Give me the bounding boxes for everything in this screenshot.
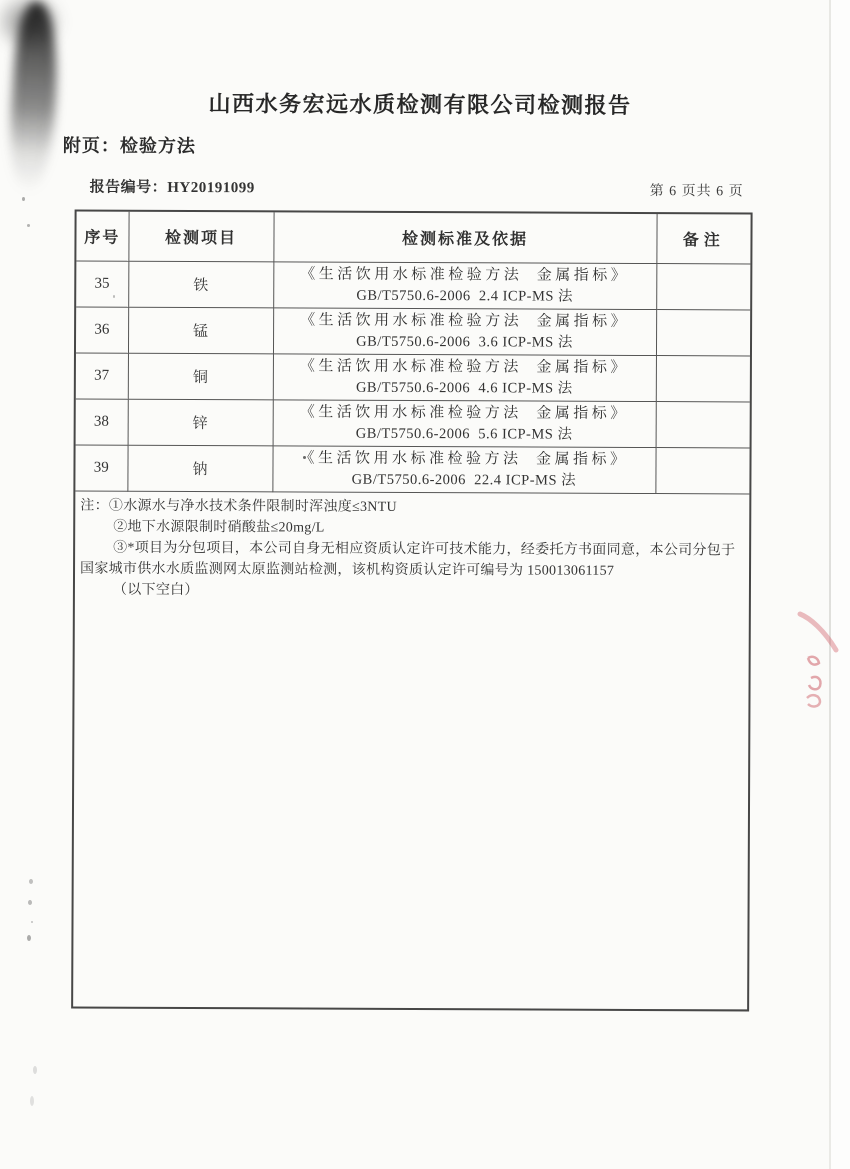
table-row <box>76 261 750 310</box>
standard-method: GB/T5750.6-2006 3.6 ICP-MS 法 <box>356 333 573 351</box>
remark-cell <box>656 310 750 356</box>
seq-no-cell: 38 <box>76 399 128 445</box>
note-line-3: ③*项目为分包项目，本公司自身无相应资质认定许可技术能力，经委托方书面同意，本公司分包于 <box>113 540 736 559</box>
report-number-label: 报告编号： <box>89 179 168 196</box>
standard-cell <box>273 354 656 402</box>
standard-cell <box>273 308 656 356</box>
note-line-1: 注：①水源水与净水技术条件限制时浑浊度≤3NTU <box>80 498 397 515</box>
item-cell: 铁 <box>128 261 273 308</box>
item-cell: 钠 <box>127 445 272 492</box>
standard-title: 《生活饮用水标准检验方法 金属指标》 <box>299 358 629 376</box>
note-line-4: 国家城市供水水质监测网太原监测站检测，该机构资质认定许可编号为 150013061157 <box>80 561 615 579</box>
remark-cell <box>656 402 750 448</box>
item-cell: 锌 <box>128 399 273 446</box>
remark-cell <box>655 448 749 494</box>
standard-method: GB/T5750.6-2006 22.4 ICP-MS 法 <box>351 471 577 489</box>
methods-table <box>75 212 750 495</box>
seq-no-cell: 35 <box>76 261 128 307</box>
header-test-item: 检测项目 <box>128 212 273 262</box>
seq-no-cell: 37 <box>76 353 128 399</box>
standard-cell <box>272 446 655 494</box>
note-blank-below: （以下空白） <box>112 582 199 599</box>
table-row <box>76 353 750 402</box>
seq-no-cell: 36 <box>76 307 128 353</box>
standard-method: GB/T5750.6-2006 2.4 ICP-MS 法 <box>356 287 574 305</box>
standard-method: GB/T5750.6-2006 5.6 ICP-MS 法 <box>355 425 573 443</box>
appendix-heading: 附页：检验方法 <box>62 135 196 157</box>
header-seq-no: 序号 <box>76 212 128 262</box>
item-cell: 锰 <box>128 307 273 354</box>
standard-cell <box>273 262 656 310</box>
remark-cell <box>656 356 750 402</box>
table-header-row <box>76 212 750 264</box>
header-standard: 检测标准及依据 <box>273 212 656 263</box>
report-number <box>90 176 255 198</box>
table-row <box>76 399 750 448</box>
report-number-value: HY20191099 <box>167 179 255 197</box>
methods-table-box <box>71 209 752 1011</box>
report-title: 山西水务宏远水质检测有限公司检测报告 <box>208 91 632 118</box>
standard-method: GB/T5750.6-2006 4.6 ICP-MS 法 <box>355 379 573 397</box>
standard-title: 《生活饮用水标准检验方法 金属指标》 <box>300 266 630 284</box>
remark-cell <box>656 264 750 310</box>
table-row <box>75 445 749 494</box>
header-remark: 备注 <box>656 214 750 264</box>
standard-title: 《生活饮用水标准检验方法 金属指标》 <box>299 450 629 468</box>
table-row <box>76 307 750 356</box>
page-indicator: 第 6 页共 6 页 <box>649 184 744 200</box>
notes-section <box>75 491 749 603</box>
note-line-2: ②地下水源限制时硝酸盐≤20mg/L <box>113 519 325 536</box>
standard-title: 《生活饮用水标准检验方法 金属指标》 <box>300 312 630 330</box>
standard-title: 《生活饮用水标准检验方法 金属指标》 <box>299 404 629 422</box>
seq-no-cell: 39 <box>75 445 127 491</box>
standard-cell <box>273 400 656 448</box>
item-cell: 铜 <box>128 353 273 400</box>
